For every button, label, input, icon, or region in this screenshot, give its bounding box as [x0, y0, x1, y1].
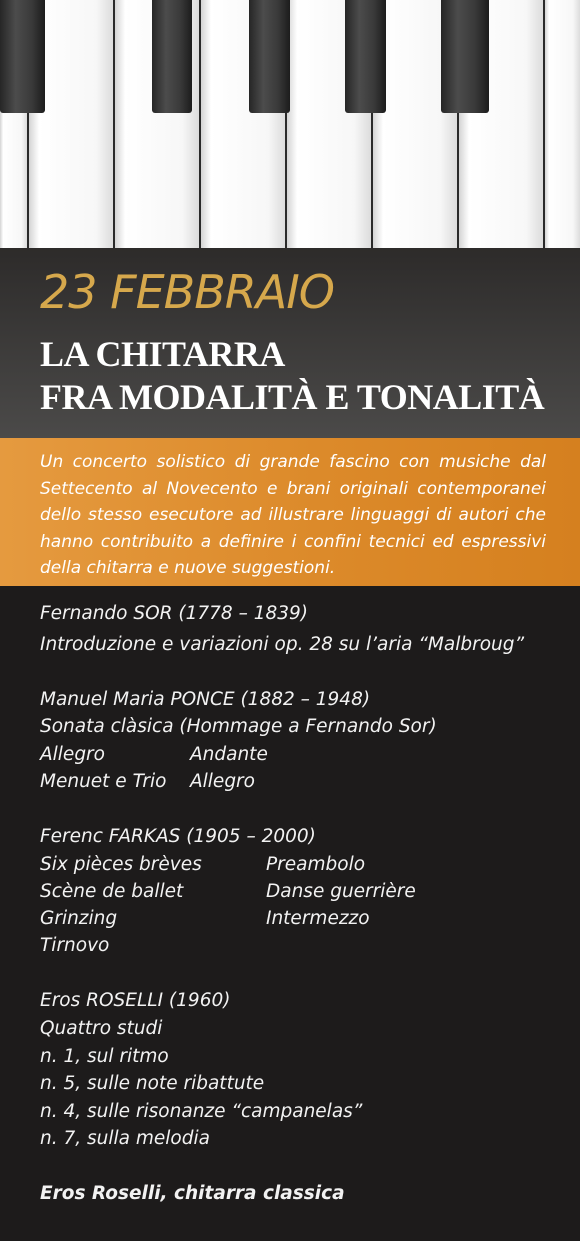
study: n. 4, sulle risonanze “campanelas”: [40, 1101, 363, 1122]
piano-black-key: [249, 0, 290, 113]
intro-text: Un concerto solistico di grande fascino con musiche dal Settecento al Novecento e brani originali contemporanei dello stesso esecutore ad illustrare linguaggi di autori che hanno contribuito a definire i confini tecnici ed espressivi della chitarra e nuove suggestioni.: [40, 452, 546, 578]
composer-farkas: Ferenc FARKAS (1905 – 2000): [40, 826, 316, 847]
piece: Intermezzo: [266, 908, 370, 929]
piano-keyboard: [0, 0, 580, 248]
piano-white-key: [545, 0, 580, 248]
study: n. 5, sulle note ribattute: [40, 1073, 265, 1094]
piano-black-key: [152, 0, 192, 113]
piece: Tirnovo: [40, 935, 110, 956]
piano-black-key: [441, 0, 489, 113]
movement: Andante: [190, 744, 268, 765]
composer-sor: Fernando SOR (1778 – 1839): [40, 603, 309, 624]
study: n. 1, sul ritmo: [40, 1046, 169, 1067]
study: n. 7, sulla melodia: [40, 1128, 210, 1149]
work-roselli: Quattro studi: [40, 1018, 163, 1039]
event-title-line-2: FRA MODALITÀ E TONALITÀ: [40, 377, 545, 417]
performer-credit: Eros Roselli, chitarra classica: [40, 1183, 345, 1204]
piano-black-key: [345, 0, 386, 113]
piece: Grinzing: [40, 908, 118, 929]
composer-ponce: Manuel Maria PONCE (1882 – 1948): [40, 689, 371, 710]
piano-black-key: [0, 0, 45, 113]
movement: Allegro: [40, 744, 105, 765]
piece: Danse guerrière: [266, 881, 416, 902]
event-title-line-1: LA CHITARRA: [40, 334, 285, 374]
event-date: 23 FEBBRAIO: [40, 265, 334, 319]
movement: Menuet e Trio: [40, 771, 167, 792]
work-sor: Introduzione e variazioni op. 28 su l’aria “Malbroug”: [40, 634, 525, 655]
composer-roselli: Eros ROSELLI (1960): [40, 990, 231, 1011]
movement: Allegro: [190, 771, 255, 792]
event-title: [40, 333, 544, 419]
piece: Scène de ballet: [40, 881, 184, 902]
piece: Six pièces brèves: [40, 854, 202, 875]
work-ponce: Sonata clàsica (Hommage a Fernando Sor): [40, 716, 437, 737]
piece: Preambolo: [266, 854, 366, 875]
